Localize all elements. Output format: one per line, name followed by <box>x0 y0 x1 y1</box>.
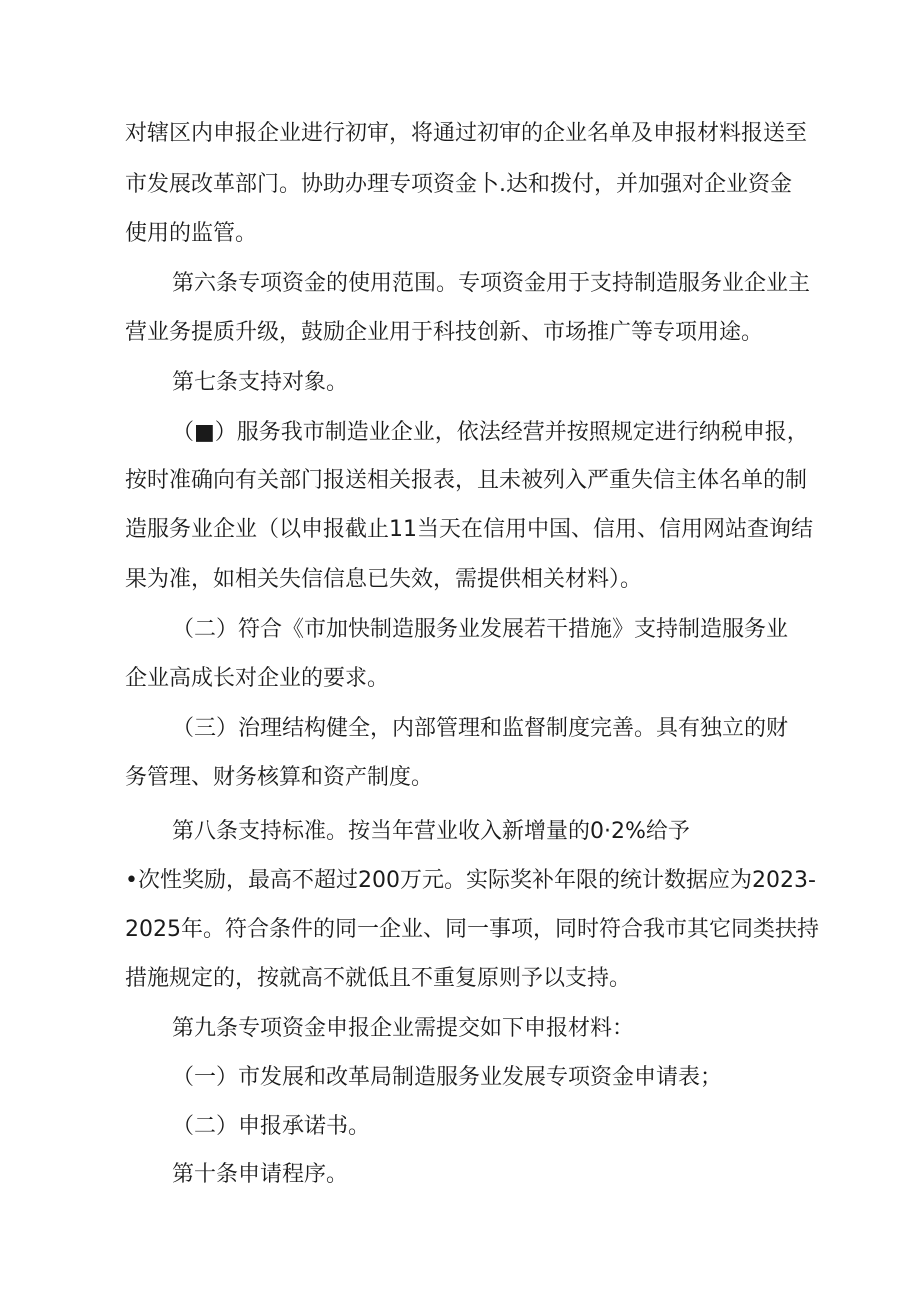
item-1-line: （■）服务我市制造业企业，依法经营并按照规定进行纳税申报， <box>172 420 809 445</box>
paragraph-line: 果为准，如相关失信信息已失效，需提供相关材料）。 <box>125 567 643 592</box>
paragraph-line: 务管理、财务核算和资产制度。 <box>125 765 434 790</box>
paragraph-line: 按时准确向有关部门报送相关报表，且未被列入严重失信主体名单的制 <box>125 468 808 493</box>
paragraph-line: 措施规定的，按就高不就低且不重复原则予以支持。 <box>125 966 632 991</box>
article-8-line: 第八条支持标准。按当年营业收入新增量的0·2%给予 <box>172 819 690 844</box>
paragraph-line: 使用的监管。 <box>125 221 258 246</box>
paragraph-line: 对辖区内申报企业进行初审，将通过初审的企业名单及申报材料报送至 <box>125 121 808 146</box>
paragraph-line: 2025年。符合条件的同一企业、同一事项，同时符合我市其它同类扶持 <box>125 917 819 942</box>
article-7-heading: 第七条支持对象。 <box>172 370 349 395</box>
article-9-line: 第九条专项资金申报企业需提交如下申报材料： <box>172 1016 635 1041</box>
paragraph-line: •次性奖励，最高不超过200万元。实际奖补年限的统计数据应为2023- <box>125 868 816 893</box>
article-10-heading: 第十条申请程序。 <box>172 1162 349 1187</box>
paragraph-line: 市发展改革部门。协助办理专项资金卜.达和拨付，并加强对企业资金 <box>125 172 792 197</box>
material-item-2: （二）申报承诺书。 <box>172 1114 371 1139</box>
paragraph-line: 造服务业企业（以申报截止11当天在信用中国、信用、信用网站查询结 <box>125 517 813 542</box>
paragraph-line: 企业高成长对企业的要求。 <box>125 666 390 691</box>
material-item-1: （一）市发展和改革局制造服务业发展专项资金申请表； <box>172 1065 723 1090</box>
item-2-line: （二）符合《市加快制造服务业发展若干措施》支持制造服务业 <box>172 617 789 642</box>
article-6-line: 第六条专项资金的使用范围。专项资金用于支持制造服务业企业主 <box>172 271 811 296</box>
item-3-line: （三）治理结构健全，内部管理和监督制度完善。具有独立的财 <box>172 716 789 741</box>
paragraph-line: 营业务提质升级，鼓励企业用于科技创新、市场推广等专项用途。 <box>125 320 764 345</box>
